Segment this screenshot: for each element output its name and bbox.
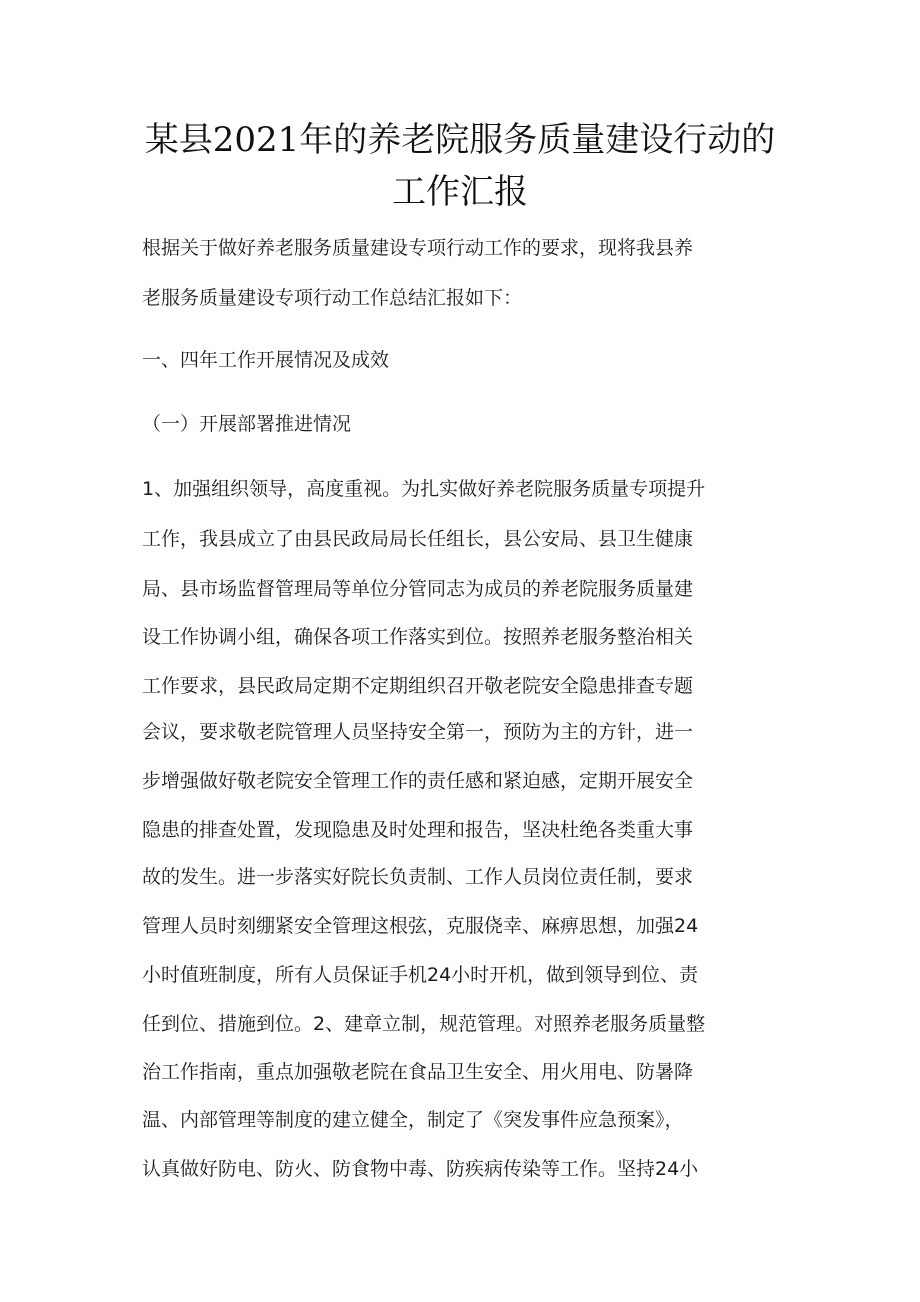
section-heading-2: （一）开展部署推进情况 bbox=[142, 413, 352, 435]
body-line: 故的发生。进一步落实好院长负责制、工作人员岗位责任制，要求 bbox=[142, 866, 694, 888]
body-line: 认真做好防电、防火、防食物中毒、防疾病传染等工作。坚持24小 bbox=[142, 1158, 699, 1180]
body-line: 治工作指南，重点加强敬老院在食品卫生安全、用火用电、防暑降 bbox=[142, 1061, 694, 1083]
body-line: 管理人员时刻绷紧安全管理这根弦，克服侥幸、麻痹思想，加强24 bbox=[142, 915, 699, 937]
body-line: 小时值班制度，所有人员保证手机24小时开机，做到领导到位、责 bbox=[142, 964, 699, 986]
document-title-line-2: 工作汇报 bbox=[392, 172, 528, 212]
body-line: 任到位、措施到位。2、建章立制，规范管理。对照养老服务质量整 bbox=[142, 1013, 706, 1035]
body-line: 会议，要求敬老院管理人员坚持安全第一，预防为主的方针，进一 bbox=[142, 721, 694, 743]
body-line: 设工作协调小组，确保各项工作落实到位。按照养老服务整治相关 bbox=[142, 626, 694, 648]
intro-line-1: 根据关于做好养老服务质量建设专项行动工作的要求，现将我县养 bbox=[142, 237, 694, 259]
section-heading-1: 一、四年工作开展情况及成效 bbox=[142, 349, 390, 371]
body-line: 步增强做好敬老院安全管理工作的责任感和紧迫感，定期开展安全 bbox=[142, 770, 694, 792]
body-line: 局、县市场监督管理局等单位分管同志为成员的养老院服务质量建 bbox=[142, 578, 694, 600]
document-title-line-1: 某县2021年的养老院服务质量建设行动的 bbox=[144, 120, 776, 160]
body-line: 工作，我县成立了由县民政局局长任组长，县公安局、县卫生健康 bbox=[142, 528, 694, 550]
body-line: 1、加强组织领导，高度重视。为扎实做好养老院服务质量专项提升 bbox=[142, 478, 706, 500]
body-line: 工作要求，县民政局定期不定期组织召开敬老院安全隐患排查专题 bbox=[142, 675, 694, 697]
intro-line-2: 老服务质量建设专项行动工作总结汇报如下： bbox=[142, 287, 523, 309]
body-line: 温、内部管理等制度的建立健全，制定了《突发事件应急预案》， bbox=[142, 1109, 684, 1131]
body-line: 隐患的排查处置，发现隐患及时处理和报告，坚决杜绝各类重大事 bbox=[142, 819, 694, 841]
